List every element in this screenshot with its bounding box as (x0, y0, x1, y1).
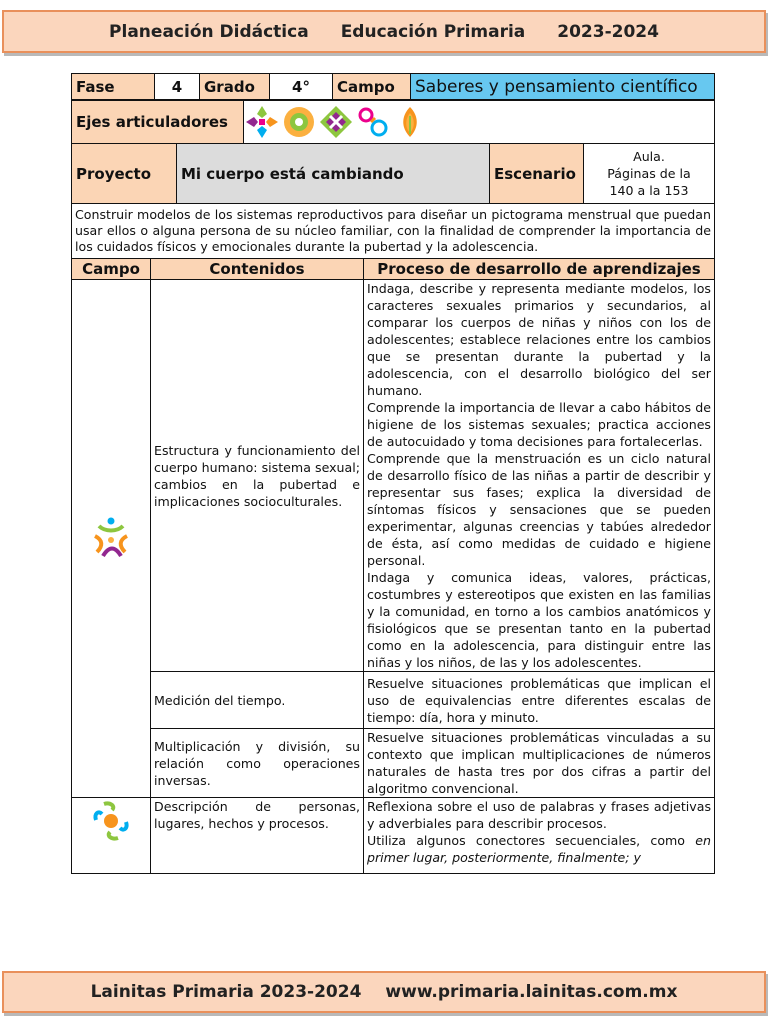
table-row (72, 729, 715, 798)
contenido-cell: Medición del tiempo. (151, 672, 364, 729)
header-banner (2, 10, 766, 53)
proyecto-value: Mi cuerpo está cambiando (177, 144, 490, 204)
purpose-row (71, 203, 715, 259)
pda-cell: Resuelve situaciones problemáticas vinculadas a su contexto que implican multiplicaciones de números naturales de hasta tres por dos cifras a partir del algoritmo convencional. (364, 729, 715, 798)
contenido-cell: Descripción de personas, lugares, hechos y procesos. (151, 798, 364, 874)
contenido-cell: Multiplicación y división, su relación como operaciones inversas. (151, 729, 364, 798)
pda-cell: Reflexiona sobre el uso de palabras y frases adjetivas y adverbiales para describir procesos. Utiliza algunos conectores secuenciales, como en primer lugar, posteriormente, finalmente; y (364, 798, 715, 874)
table-row (72, 798, 715, 874)
fase-label: Fase (72, 74, 155, 100)
grado-label: Grado (200, 74, 270, 100)
table-row (72, 672, 715, 729)
ejes-icons-cell (244, 101, 715, 144)
purpose-text: Construir modelos de los sistemas reproductivos para diseñar un pictograma menstrual que puedan usar ellos o alguna persona de su núcleo familiar, con la finalidad de comprender la importancia de los cuidados físicos y emocionales durante la pubertad y la adolescencia. (72, 204, 715, 259)
pensamiento-critico-icon (281, 104, 317, 140)
escenario-value: Aula. Páginas de la 140 a la 153 (584, 144, 715, 204)
footer-url[interactable]: www.primaria.lainitas.com.mx (385, 982, 678, 1002)
col-contenidos: Contenidos (151, 259, 364, 280)
footer-name: Lainitas Primaria 2023-2024 (90, 982, 362, 1002)
header-title: Planeación Didáctica (109, 21, 309, 42)
grado-value: 4° (270, 74, 333, 100)
info-row-proyecto (71, 143, 715, 204)
footer-banner (2, 971, 766, 1013)
ejes-label: Ejes articuladores (72, 101, 244, 144)
saberes-pensamiento-icon (89, 516, 133, 562)
table-row (72, 280, 715, 672)
igualdad-genero-icon (355, 104, 391, 140)
table-header (72, 259, 715, 280)
fase-value: 4 (155, 74, 200, 100)
campo-value: Saberes y pensamiento científico (411, 74, 715, 100)
pda-cell: Indaga, describe y representa mediante modelos, los caracteres sexuales primarios y secundarios, al comparar los cuerpos de niñas y niños con los de adolescentes; establece relaciones entre los cambios que se presentan durante la pubertad y la adolescencia, con el desarrollo biológico del ser humano. Comprende la importancia de llevar a cabo hábitos de higiene de los sistemas sexuales; practica acciones de autocuidado y toma decisiones para fortalecerlas. Comprende que la menstruación es un ciclo natural de desarrollo físico de las niñas a partir de describir y representar sus fases; explica la diversidad de síntomas físicos y sensaciones que se pueden experimentar, algunas creencias y tabúes alrededor de ésta, así como medidas de cuidado e higiene personal. Indaga y comunica ideas, valores, prácticas, costumbres y estereotipos que existen en las familias y la comunidad, en torno a los cambios anatómicos y fisiológicos que se presentan tanto en la pubertad como en la adolescencia, para distinguir entre las niñas y los niños, de las y los adolescentes. (364, 280, 715, 672)
campo-icon-cell (72, 280, 151, 798)
interculturalidad-icon (318, 104, 354, 140)
pda-cell: Resuelve situaciones problemáticas que implican el uso de equivalencias entre diferentes escalas de tiempo: día, hora y minuto. (364, 672, 715, 729)
proyecto-label: Proyecto (72, 144, 177, 204)
inclusion-icon (244, 104, 280, 140)
content-table (71, 258, 715, 874)
escenario-label: Escenario (490, 144, 584, 204)
campo-label: Campo (333, 74, 411, 100)
contenido-cell: Estructura y funcionamiento del cuerpo humano: sistema sexual; cambios en la pubertad e implicaciones socioculturales. (151, 280, 364, 672)
campo-icon-cell (72, 798, 151, 874)
lenguajes-icon (90, 800, 132, 842)
header-level: Educación Primaria (340, 21, 526, 42)
col-pda: Proceso de desarrollo de aprendizajes (364, 259, 715, 280)
vida-saludable-icon (392, 104, 428, 140)
info-row-ejes (71, 100, 715, 144)
info-row-fase (71, 73, 715, 100)
header-year: 2023-2024 (557, 21, 659, 42)
col-campo: Campo (72, 259, 151, 280)
